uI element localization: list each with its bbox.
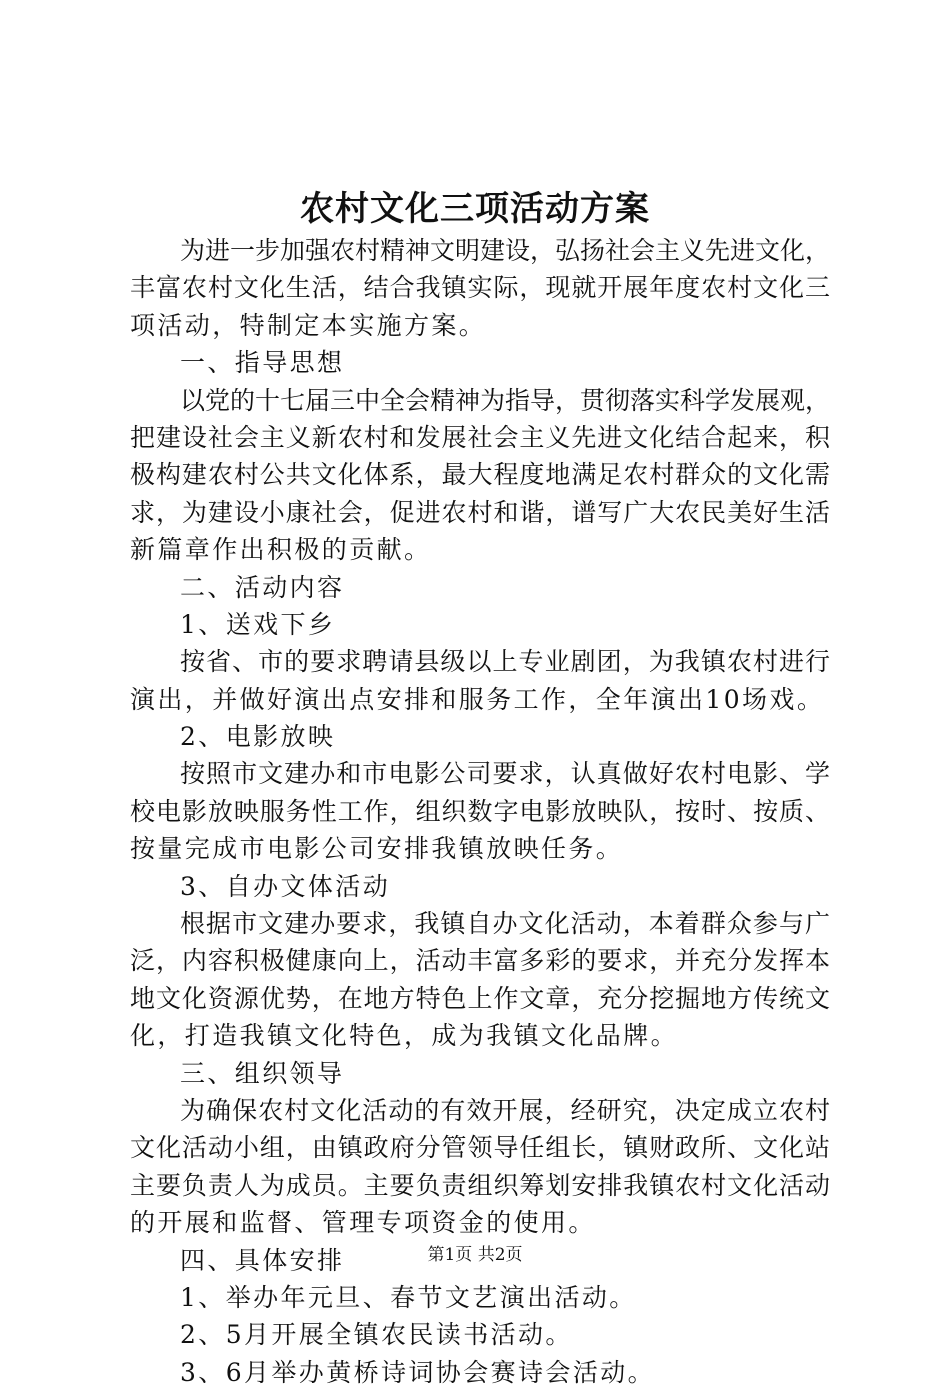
body-line: 丰富农村文化生活，结合我镇实际，现就开展年度农村文化三 <box>130 273 830 303</box>
body-line: 求，为建设小康社会，促进农村和谐，谱写广大农民美好生活 <box>130 497 830 527</box>
body-line: 三、组织领导 <box>180 1058 345 1088</box>
body-line: 按量完成市电影公司安排我镇放映任务。 <box>130 834 624 864</box>
body-line: 3、6月举办黄桥诗词协会赛诗会活动。 <box>180 1357 656 1387</box>
page-footer: 第1页 共2页 <box>427 1245 523 1265</box>
body-line: 一、指导思想 <box>180 348 345 378</box>
body-line: 3、自办文体活动 <box>180 871 391 901</box>
body-line: 泛，内容积极健康向上，活动丰富多彩的要求，并充分发挥本 <box>130 946 830 976</box>
body-line: 2、电影放映 <box>180 722 336 752</box>
body-line: 文化活动小组，由镇政府分管领导任组长，镇财政所、文化站 <box>130 1133 830 1163</box>
body-line: 以党的十七届三中全会精神为指导，贯彻落实科学发展观， <box>180 385 831 415</box>
body-line: 1、举办年元旦、春节文艺演出活动。 <box>180 1282 637 1312</box>
body-line: 按照市文建办和市电影公司要求，认真做好农村电影、学 <box>180 759 830 789</box>
body-line: 地文化资源优势，在地方特色上作文章，充分挖掘地方传统文 <box>130 983 830 1013</box>
body-line: 化，打造我镇文化特色，成为我镇文化品牌。 <box>130 1021 679 1051</box>
body-line: 主要负责人为成员。主要负责组织筹划安排我镇农村文化活动 <box>130 1170 830 1200</box>
body-line: 二、活动内容 <box>180 572 345 602</box>
body-line: 演出，并做好演出点安排和服务工作，全年演出10场戏。 <box>130 684 825 714</box>
body-line: 新篇章作出积极的贡献。 <box>130 535 432 565</box>
body-line: 按省、市的要求聘请县级以上专业剧团，为我镇农村进行 <box>180 647 830 677</box>
body-line: 为确保农村文化活动的有效开展，经研究，决定成立农村 <box>180 1095 830 1125</box>
body-line: 项活动，特制定本实施方案。 <box>130 310 487 340</box>
body-line: 根据市文建办要求，我镇自办文化活动，本着群众参与广 <box>180 909 830 939</box>
body-line: 2、5月开展全镇农民读书活动。 <box>180 1320 573 1350</box>
body-line: 1、送戏下乡 <box>180 609 336 639</box>
body-line: 把建设社会主义新农村和发展社会主义先进文化结合起来，积 <box>130 422 830 452</box>
body-line: 四、具体安排 <box>180 1245 345 1275</box>
document-title: 农村文化三项活动方案 <box>300 189 650 229</box>
body-line: 为进一步加强农村精神文明建设，弘扬社会主义先进文化， <box>180 236 831 265</box>
body-line: 的开展和监督、管理专项资金的使用。 <box>130 1208 596 1238</box>
body-line: 校电影放映服务性工作，组织数字电影放映队，按时、按质、 <box>130 796 830 826</box>
body-line: 极构建农村公共文化体系，最大程度地满足农村群众的文化需 <box>130 460 830 490</box>
document-body <box>130 232 830 1391</box>
